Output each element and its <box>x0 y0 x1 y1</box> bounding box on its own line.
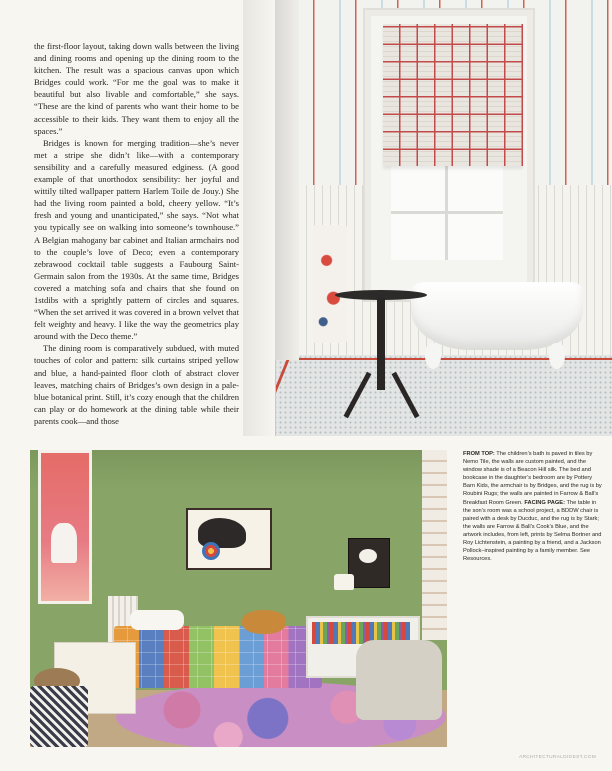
bath-clawfoot-tub <box>411 282 583 350</box>
armchair <box>356 640 442 720</box>
caption-lead-facing-page: FACING PAGE: <box>524 499 565 506</box>
tub-foot <box>549 343 565 369</box>
room-window-curtain <box>422 450 447 640</box>
bath-window-glass <box>391 165 503 260</box>
bath-door <box>275 0 299 360</box>
bath-window-shade <box>383 24 523 166</box>
article-body <box>34 40 239 427</box>
patchwork-bed <box>114 626 322 688</box>
teddy-bear <box>242 610 286 634</box>
tub-foot <box>425 343 441 369</box>
bath-left-wall <box>243 0 276 436</box>
bath-side-table-stem <box>377 298 385 390</box>
toy-basket <box>30 686 88 747</box>
article-paragraph-3: The dining room is comparatively subdued, with muted touches of color and pattern: silk curtains striped yellow and blue, a hand-painted floor cloth of abstract clover leaves, matching chairs of Bridges’s own design in a pale-blue botanical print. Still, it’s cozy enough that the children can play or do homework at the dining table while their parents cook—and those <box>34 343 239 426</box>
bed-pillow <box>130 610 184 630</box>
article-paragraph-1: the first-floor layout, taking down walls between the living and dining rooms and opening up the dining room to the kitchen. The result was a spacious canvas upon which Bridges could work. “For me the goal was to make it beautiful but also livable and comfortable,” she says. “These are the kind of parents who want their home to be accessible to their kids. They want them to enjoy all the spaces.” <box>34 41 239 136</box>
caption-lead-from-top: FROM TOP: <box>463 451 495 457</box>
bedroom-photo <box>30 450 447 747</box>
caption-text-2: The table in the son’s room was a school project, a BDDW chair is paired with a desk by Ducduc, and the rug is by Stark; the walls are Farrow & Ball’s Cook’s Blue, and the artwork includes, from left, prints by Selma Bortner and Roy Lichtenstein, a painting by a friend, and a Jackson Pollock–inspired painting by a family member. See Resources. <box>463 499 602 563</box>
room-poster-left <box>38 450 92 604</box>
room-ceiling-shadow <box>30 450 447 490</box>
page-folio: ARCHITECTURALDIGEST.COM <box>519 755 596 760</box>
bath-towel <box>313 225 347 343</box>
room-flower-painting <box>348 538 390 588</box>
article-paragraph-2: Bridges is known for merging tradition—she’s never met a stripe she didn’t like—with a contemporary sensibility and a carefully measured edginess. (A good example of that unorthodox sensibility: her joyful and wittily tilted wallpaper pattern Harlem Toile de Jouy.) She had the living room painted a bold, cheery yellow. “It’s fresh and young and unanticipated,” she says. “Not what you typically see on walking into someone’s townhouse.” A Belgian mahogany bar cabinet and Italian armchairs nod to the couple’s love of Deco; even a contemporary zebrawood cocktail table suggests a Faubourg Saint-Germain salon from the 1930s. At the same time, Bridges covered a matching sofa and chairs that she found on 1stdibs with a sprightly pattern of circles and squares. “When the set arrived it was covered in a brown velvet that felt weighty and heavy. I like the way the geometrics play around with the Deco theme.” <box>34 137 239 342</box>
bathroom-photo <box>243 0 612 436</box>
caption-text-1: The children’s bath is paved in tiles by Nemo Tile, the walls are custom painted, and the window shade is of a Beacon Hill silk. The bed and bookcase in the daughter’s bedroom are by Pottery Barn Kids, the armchair is by Bridges, and the rug is by Roubini Rugs; the walls are painted in Farrow & Ball’s Breakfast Room Green. <box>463 451 602 506</box>
spiral-graphic <box>202 542 220 560</box>
bath-floor-border <box>255 358 612 436</box>
photo-caption <box>463 450 603 563</box>
table-lamp <box>334 574 354 590</box>
